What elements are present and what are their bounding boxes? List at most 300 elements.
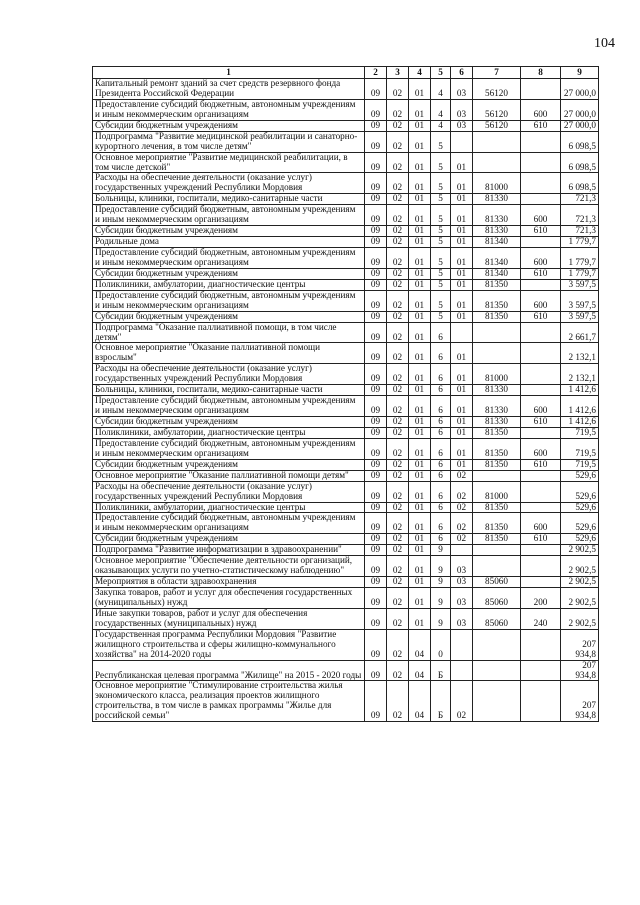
table-row (93, 608, 599, 629)
ps-code-cell: 5 (431, 205, 451, 226)
pp-code-cell: 02 (387, 237, 409, 248)
row-name-cell: Основное мероприятие "Оказание паллиативной помощи взрослым" (93, 343, 365, 364)
om-code-cell (451, 660, 473, 681)
header-cell: 7 (473, 67, 521, 79)
direction-code-cell: 81350 (473, 290, 521, 311)
gp-code-cell: 09 (365, 427, 387, 438)
row-name-cell: Основное мероприятие "Развитие медицинской реабилитации, в том числе детской" (93, 152, 365, 173)
amount-cell: 719,5 (561, 438, 599, 459)
amount-cell: 2 902,5 (561, 545, 599, 556)
amount-cell: 3 597,5 (561, 311, 599, 322)
direction-code-cell (473, 322, 521, 343)
ps-code-cell: 6 (431, 470, 451, 481)
expense-type-cell (521, 681, 561, 722)
expense-type-cell: 610 (521, 268, 561, 279)
ae-code-cell: 01 (409, 226, 431, 237)
om-code-cell: 01 (451, 152, 473, 173)
om-code-cell: 03 (451, 577, 473, 588)
table-row (93, 120, 599, 131)
pp-code-cell: 02 (387, 556, 409, 577)
direction-code-cell (473, 545, 521, 556)
amount-cell: 2 902,5 (561, 608, 599, 629)
gp-code-cell: 09 (365, 556, 387, 577)
table-row (93, 660, 599, 681)
row-name-cell: Предоставление субсидий бюджетным, автономным учреждениям и иным некоммерческим организациям (93, 513, 365, 534)
row-name-cell: Больницы, клиники, госпитали, медико-санитарные части (93, 385, 365, 396)
row-name-cell: Государственная программа Республики Мордовия "Развитие жилищного строительства и сферы жилищно-коммунального хозяйства" на 2014-2020 годы (93, 629, 365, 660)
row-name-cell: Субсидии бюджетным учреждениям (93, 417, 365, 428)
expense-type-cell: 600 (521, 290, 561, 311)
om-code-cell: 01 (451, 385, 473, 396)
ps-code-cell: 5 (431, 248, 451, 269)
row-name-cell: Подпрограмма "Развитие медицинской реабилитации и санаторно-курортного лечения, в том числе детям" (93, 131, 365, 152)
table-row (93, 502, 599, 513)
row-name-cell: Предоставление субсидий бюджетным, автономным учреждениям и иным некоммерческим организациям (93, 205, 365, 226)
om-code-cell: 01 (451, 417, 473, 428)
gp-code-cell: 09 (365, 290, 387, 311)
row-name-cell: Предоставление субсидий бюджетным, автономным учреждениям и иным некоммерческим организациям (93, 396, 365, 417)
amount-cell: 2 902,5 (561, 577, 599, 588)
pp-code-cell: 02 (387, 120, 409, 131)
table-row (93, 237, 599, 248)
om-code-cell: 01 (451, 459, 473, 470)
page-number: 104 (594, 36, 615, 51)
direction-code-cell (473, 470, 521, 481)
row-name-cell: Поликлиники, амбулатории, диагностические центры (93, 502, 365, 513)
row-name-cell: Подпрограмма "Развитие информатизации в здравоохранении" (93, 545, 365, 556)
direction-code-cell: 81000 (473, 173, 521, 194)
gp-code-cell: 09 (365, 629, 387, 660)
table-row (93, 99, 599, 120)
gp-code-cell: 09 (365, 364, 387, 385)
direction-code-cell: 81350 (473, 534, 521, 545)
om-code-cell (451, 545, 473, 556)
direction-code-cell: 81350 (473, 311, 521, 322)
ae-code-cell: 01 (409, 152, 431, 173)
ae-code-cell: 01 (409, 120, 431, 131)
expense-type-cell (521, 279, 561, 290)
gp-code-cell: 09 (365, 417, 387, 428)
ps-code-cell: 5 (431, 268, 451, 279)
expense-type-cell (521, 152, 561, 173)
ps-code-cell: Б (431, 681, 451, 722)
expense-type-cell: 600 (521, 99, 561, 120)
gp-code-cell: 09 (365, 131, 387, 152)
ae-code-cell: 01 (409, 173, 431, 194)
pp-code-cell: 02 (387, 311, 409, 322)
direction-code-cell: 81330 (473, 194, 521, 205)
ps-code-cell: 4 (431, 120, 451, 131)
header-cell: 3 (387, 67, 409, 79)
expense-type-cell (521, 79, 561, 100)
table-row (93, 588, 599, 609)
amount-cell: 529,6 (561, 534, 599, 545)
ae-code-cell: 01 (409, 502, 431, 513)
table-row (93, 364, 599, 385)
gp-code-cell: 09 (365, 194, 387, 205)
ae-code-cell: 01 (409, 248, 431, 269)
ps-code-cell: 6 (431, 322, 451, 343)
pp-code-cell: 02 (387, 459, 409, 470)
om-code-cell: 01 (451, 311, 473, 322)
expense-type-cell: 600 (521, 513, 561, 534)
table-row (93, 513, 599, 534)
gp-code-cell: 09 (365, 396, 387, 417)
pp-code-cell: 02 (387, 513, 409, 534)
amount-cell: 27 000,0 (561, 120, 599, 131)
table-row (93, 577, 599, 588)
budget-table (92, 66, 599, 722)
header-cell: 2 (365, 67, 387, 79)
table-row (93, 470, 599, 481)
ae-code-cell: 01 (409, 290, 431, 311)
direction-code-cell: 81330 (473, 417, 521, 428)
amount-cell: 6 098,5 (561, 152, 599, 173)
om-code-cell: 01 (451, 205, 473, 226)
gp-code-cell: 09 (365, 79, 387, 100)
ae-code-cell: 01 (409, 322, 431, 343)
gp-code-cell: 09 (365, 322, 387, 343)
amount-cell: 6 098,5 (561, 173, 599, 194)
amount-cell: 1 779,7 (561, 268, 599, 279)
table-row (93, 417, 599, 428)
row-name-cell: Основное мероприятие "Стимулирование строительства жилья экономического класса, реализация проектов жилищного строительства, в том числе в рамках программы "Жилье для российской семьи" (93, 681, 365, 722)
direction-code-cell: 85060 (473, 588, 521, 609)
om-code-cell: 03 (451, 120, 473, 131)
gp-code-cell: 09 (365, 99, 387, 120)
expense-type-cell (521, 577, 561, 588)
gp-code-cell: 09 (365, 237, 387, 248)
expense-type-cell (521, 427, 561, 438)
table-row (93, 534, 599, 545)
gp-code-cell: 09 (365, 660, 387, 681)
gp-code-cell: 09 (365, 120, 387, 131)
amount-cell: 721,3 (561, 205, 599, 226)
header-cell: 4 (409, 67, 431, 79)
ps-code-cell: 6 (431, 534, 451, 545)
table-row (93, 343, 599, 364)
table-row (93, 681, 599, 722)
ae-code-cell: 01 (409, 194, 431, 205)
ae-code-cell: 01 (409, 438, 431, 459)
table-row (93, 152, 599, 173)
pp-code-cell: 02 (387, 99, 409, 120)
om-code-cell: 02 (451, 470, 473, 481)
table-row (93, 205, 599, 226)
row-name-cell: Родильные дома (93, 237, 365, 248)
om-code-cell (451, 131, 473, 152)
table-row (93, 481, 599, 502)
pp-code-cell: 02 (387, 205, 409, 226)
gp-code-cell: 09 (365, 545, 387, 556)
direction-code-cell: 81340 (473, 248, 521, 269)
row-name-cell: Основное мероприятие "Оказание паллиативной помощи детям" (93, 470, 365, 481)
row-name-cell: Поликлиники, амбулатории, диагностические центры (93, 279, 365, 290)
row-name-cell: Предоставление субсидий бюджетным, автономным учреждениям и иным некоммерческим организациям (93, 290, 365, 311)
gp-code-cell: 09 (365, 577, 387, 588)
row-name-cell: Субсидии бюджетным учреждениям (93, 120, 365, 131)
row-name-cell: Предоставление субсидий бюджетным, автономным учреждениям и иным некоммерческим организациям (93, 248, 365, 269)
table-row (93, 438, 599, 459)
ps-code-cell: 0 (431, 629, 451, 660)
header-cell: 6 (451, 67, 473, 79)
ps-code-cell: 9 (431, 545, 451, 556)
direction-code-cell: 81330 (473, 226, 521, 237)
om-code-cell: 01 (451, 173, 473, 194)
ps-code-cell: 5 (431, 131, 451, 152)
om-code-cell: 03 (451, 79, 473, 100)
amount-cell: 1 779,7 (561, 237, 599, 248)
direction-code-cell: 56120 (473, 79, 521, 100)
gp-code-cell: 09 (365, 343, 387, 364)
ps-code-cell: 5 (431, 237, 451, 248)
om-code-cell: 01 (451, 194, 473, 205)
expense-type-cell: 600 (521, 205, 561, 226)
direction-code-cell: 81350 (473, 502, 521, 513)
expense-type-cell (521, 237, 561, 248)
ps-code-cell: 5 (431, 173, 451, 194)
direction-code-cell (473, 131, 521, 152)
amount-cell: 3 597,5 (561, 290, 599, 311)
direction-code-cell: 85060 (473, 577, 521, 588)
table-row (93, 279, 599, 290)
gp-code-cell: 09 (365, 438, 387, 459)
pp-code-cell: 02 (387, 343, 409, 364)
ps-code-cell: 6 (431, 502, 451, 513)
expense-type-cell (521, 364, 561, 385)
ae-code-cell: 01 (409, 205, 431, 226)
ae-code-cell: 01 (409, 385, 431, 396)
direction-code-cell: 81350 (473, 279, 521, 290)
amount-cell: 721,3 (561, 194, 599, 205)
ae-code-cell: 01 (409, 588, 431, 609)
table-row (93, 385, 599, 396)
expense-type-cell: 240 (521, 608, 561, 629)
ae-code-cell: 01 (409, 608, 431, 629)
table-row (93, 427, 599, 438)
expense-type-cell (521, 131, 561, 152)
row-name-cell: Закупка товаров, работ и услуг для обеспечения государственных (муниципальных) нужд (93, 588, 365, 609)
direction-code-cell (473, 681, 521, 722)
ps-code-cell: 4 (431, 79, 451, 100)
expense-type-cell: 610 (521, 120, 561, 131)
ae-code-cell: 01 (409, 279, 431, 290)
gp-code-cell: 09 (365, 534, 387, 545)
pp-code-cell: 02 (387, 173, 409, 194)
expense-type-cell (521, 629, 561, 660)
direction-code-cell (473, 629, 521, 660)
table-row (93, 268, 599, 279)
table-body (93, 79, 599, 722)
amount-cell: 2 132,1 (561, 364, 599, 385)
direction-code-cell: 85060 (473, 608, 521, 629)
amount-cell: 529,6 (561, 513, 599, 534)
row-name-cell: Субсидии бюджетным учреждениям (93, 268, 365, 279)
amount-cell: 207 934,8 (561, 629, 599, 660)
gp-code-cell: 09 (365, 588, 387, 609)
table-row (93, 545, 599, 556)
om-code-cell: 01 (451, 248, 473, 269)
expense-type-cell: 610 (521, 534, 561, 545)
row-name-cell: Больницы, клиники, госпитали, медико-санитарные части (93, 194, 365, 205)
gp-code-cell: 09 (365, 513, 387, 534)
pp-code-cell: 02 (387, 290, 409, 311)
header-row (93, 67, 599, 79)
ps-code-cell: 6 (431, 438, 451, 459)
row-name-cell: Предоставление субсидий бюджетным, автономным учреждениям и иным некоммерческим организациям (93, 99, 365, 120)
amount-cell: 1 779,7 (561, 248, 599, 269)
ae-code-cell: 01 (409, 364, 431, 385)
row-name-cell: Иные закупки товаров, работ и услуг для обеспечения государственных (муниципальных) нужд (93, 608, 365, 629)
gp-code-cell: 09 (365, 608, 387, 629)
direction-code-cell: 81350 (473, 427, 521, 438)
gp-code-cell: 09 (365, 459, 387, 470)
pp-code-cell: 02 (387, 681, 409, 722)
ps-code-cell: 5 (431, 279, 451, 290)
pp-code-cell: 02 (387, 417, 409, 428)
table-row (93, 248, 599, 269)
amount-cell: 2 661,7 (561, 322, 599, 343)
ps-code-cell: 6 (431, 385, 451, 396)
expense-type-cell: 610 (521, 226, 561, 237)
ae-code-cell: 04 (409, 629, 431, 660)
pp-code-cell: 02 (387, 79, 409, 100)
pp-code-cell: 02 (387, 248, 409, 269)
direction-code-cell: 81340 (473, 268, 521, 279)
row-name-cell: Мероприятия в области здравоохранения (93, 577, 365, 588)
ps-code-cell: 5 (431, 290, 451, 311)
table-row (93, 79, 599, 100)
ae-code-cell: 04 (409, 660, 431, 681)
pp-code-cell: 02 (387, 226, 409, 237)
pp-code-cell: 02 (387, 545, 409, 556)
gp-code-cell: 09 (365, 385, 387, 396)
direction-code-cell: 81340 (473, 237, 521, 248)
amount-cell: 2 902,5 (561, 556, 599, 577)
amount-cell: 1 412,6 (561, 417, 599, 428)
amount-cell: 2 132,1 (561, 343, 599, 364)
table-row (93, 556, 599, 577)
pp-code-cell: 02 (387, 438, 409, 459)
om-code-cell: 01 (451, 438, 473, 459)
ae-code-cell: 01 (409, 268, 431, 279)
expense-type-cell: 200 (521, 588, 561, 609)
gp-code-cell: 09 (365, 502, 387, 513)
table-row (93, 290, 599, 311)
expense-type-cell (521, 343, 561, 364)
ps-code-cell: 6 (431, 396, 451, 417)
pp-code-cell: 02 (387, 152, 409, 173)
amount-cell: 27 000,0 (561, 99, 599, 120)
pp-code-cell: 02 (387, 481, 409, 502)
ae-code-cell: 01 (409, 577, 431, 588)
direction-code-cell: 81000 (473, 481, 521, 502)
expense-type-cell: 600 (521, 438, 561, 459)
row-name-cell: Субсидии бюджетным учреждениям (93, 311, 365, 322)
pp-code-cell: 02 (387, 279, 409, 290)
pp-code-cell: 02 (387, 194, 409, 205)
om-code-cell: 02 (451, 502, 473, 513)
ae-code-cell: 01 (409, 513, 431, 534)
om-code-cell: 01 (451, 237, 473, 248)
ps-code-cell: 5 (431, 226, 451, 237)
om-code-cell (451, 322, 473, 343)
ps-code-cell: 9 (431, 588, 451, 609)
table-row (93, 226, 599, 237)
om-code-cell: 02 (451, 481, 473, 502)
pp-code-cell: 02 (387, 470, 409, 481)
pp-code-cell: 02 (387, 131, 409, 152)
expense-type-cell: 610 (521, 459, 561, 470)
gp-code-cell: 09 (365, 481, 387, 502)
pp-code-cell: 02 (387, 629, 409, 660)
direction-code-cell (473, 660, 521, 681)
ps-code-cell: 6 (431, 417, 451, 428)
om-code-cell: 01 (451, 279, 473, 290)
ae-code-cell: 01 (409, 237, 431, 248)
om-code-cell: 01 (451, 268, 473, 279)
direction-code-cell: 56120 (473, 99, 521, 120)
pp-code-cell: 02 (387, 322, 409, 343)
pp-code-cell: 02 (387, 364, 409, 385)
pp-code-cell: 02 (387, 608, 409, 629)
row-name-cell: Подпрограмма "Оказание паллиативной помощи, в том числе детям" (93, 322, 365, 343)
ae-code-cell: 01 (409, 481, 431, 502)
direction-code-cell (473, 556, 521, 577)
ae-code-cell: 01 (409, 343, 431, 364)
table-row (93, 322, 599, 343)
ae-code-cell: 01 (409, 79, 431, 100)
gp-code-cell: 09 (365, 311, 387, 322)
pp-code-cell: 02 (387, 268, 409, 279)
ae-code-cell: 01 (409, 534, 431, 545)
amount-cell: 207 934,8 (561, 660, 599, 681)
ps-code-cell: 6 (431, 364, 451, 385)
table-row (93, 131, 599, 152)
header-cell: 5 (431, 67, 451, 79)
om-code-cell: 01 (451, 290, 473, 311)
row-name-cell: Республиканская целевая программа "Жилище" на 2015 - 2020 годы (93, 660, 365, 681)
direction-code-cell: 81330 (473, 385, 521, 396)
amount-cell: 529,6 (561, 502, 599, 513)
om-code-cell: 02 (451, 534, 473, 545)
row-name-cell: Субсидии бюджетным учреждениям (93, 226, 365, 237)
table-row (93, 173, 599, 194)
expense-type-cell (521, 545, 561, 556)
ae-code-cell: 01 (409, 99, 431, 120)
ae-code-cell: 04 (409, 681, 431, 722)
ae-code-cell: 01 (409, 311, 431, 322)
amount-cell: 1 412,6 (561, 396, 599, 417)
om-code-cell: 02 (451, 681, 473, 722)
expense-type-cell: 600 (521, 248, 561, 269)
ae-code-cell: 01 (409, 545, 431, 556)
pp-code-cell: 02 (387, 396, 409, 417)
direction-code-cell (473, 152, 521, 173)
om-code-cell: 01 (451, 226, 473, 237)
row-name-cell: Предоставление субсидий бюджетным, автономным учреждениям и иным некоммерческим организациям (93, 438, 365, 459)
om-code-cell: 01 (451, 343, 473, 364)
row-name-cell: Расходы на обеспечение деятельности (оказание услуг) государственных учреждений Республики Мордовия (93, 481, 365, 502)
expense-type-cell (521, 502, 561, 513)
ps-code-cell: 5 (431, 194, 451, 205)
expense-type-cell (521, 194, 561, 205)
expense-type-cell (521, 660, 561, 681)
ps-code-cell: Б (431, 660, 451, 681)
gp-code-cell: 09 (365, 470, 387, 481)
pp-code-cell: 02 (387, 427, 409, 438)
ps-code-cell: 6 (431, 459, 451, 470)
